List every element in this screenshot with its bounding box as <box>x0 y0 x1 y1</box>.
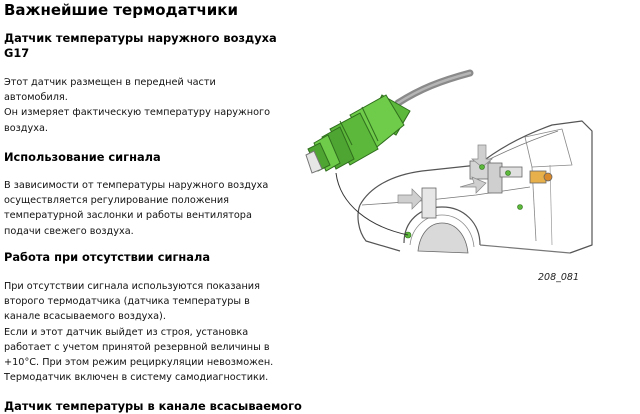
sensor-car-illustration <box>300 55 600 295</box>
signal-absence-line: второго термодатчика (датчика температуры в <box>4 296 250 308</box>
signal-absence-line: канале всасываемого воздуха). <box>4 311 166 323</box>
signal-use-text <box>4 178 309 239</box>
signal-absence-line: работает с учетом принятой резервной величины в <box>4 341 270 353</box>
signal-absence-text <box>4 279 309 385</box>
sensor-heading-line2: G17 <box>4 46 30 60</box>
signal-absence-line: При отсутствии сигнала используются показания <box>4 281 260 292</box>
signal-use-line: температурной заслонки и работы вентилятора <box>4 210 252 222</box>
signal-use-line: осуществляется регулирование положения <box>4 195 229 207</box>
sensor-intro-line: автомобиля. <box>4 92 68 104</box>
signal-absence-line: Термодатчик включен в систему самодиагностики. <box>4 372 269 384</box>
figure-label: 208_081 <box>538 272 580 283</box>
sensor-intro-line: Он измеряет фактическую температуру наружного <box>4 107 271 119</box>
signal-use-line: подачи свежего воздуха. <box>4 225 134 237</box>
front-wheel <box>418 223 468 253</box>
sensor-intro-line: воздуха. <box>4 122 48 134</box>
sensor-intro <box>4 75 309 136</box>
next-section-heading: Датчик температуры в канале всасываемого <box>4 399 302 413</box>
signal-absence-heading: Работа при отсутствии сигнала <box>4 250 211 264</box>
signal-use-heading: Использование сигнала <box>4 150 161 164</box>
signal-absence-line: Если и этот датчик выйдет из строя, установка <box>4 326 249 338</box>
signal-absence-line: +10°C. При этом режим рециркуляции невозможен. <box>4 357 274 369</box>
sensor-heading <box>4 31 304 61</box>
sensor-intro-line: Этот датчик размещен в передней части <box>4 77 216 88</box>
page-title: Важнейшие термодатчики <box>4 1 238 19</box>
sensor-heading-line1: Датчик температуры наружного воздуха <box>4 31 277 45</box>
sensor-body <box>306 95 410 173</box>
sensor-cable <box>398 73 470 103</box>
signal-use-line: В зависимости от температуры наружного воздуха <box>4 180 269 191</box>
